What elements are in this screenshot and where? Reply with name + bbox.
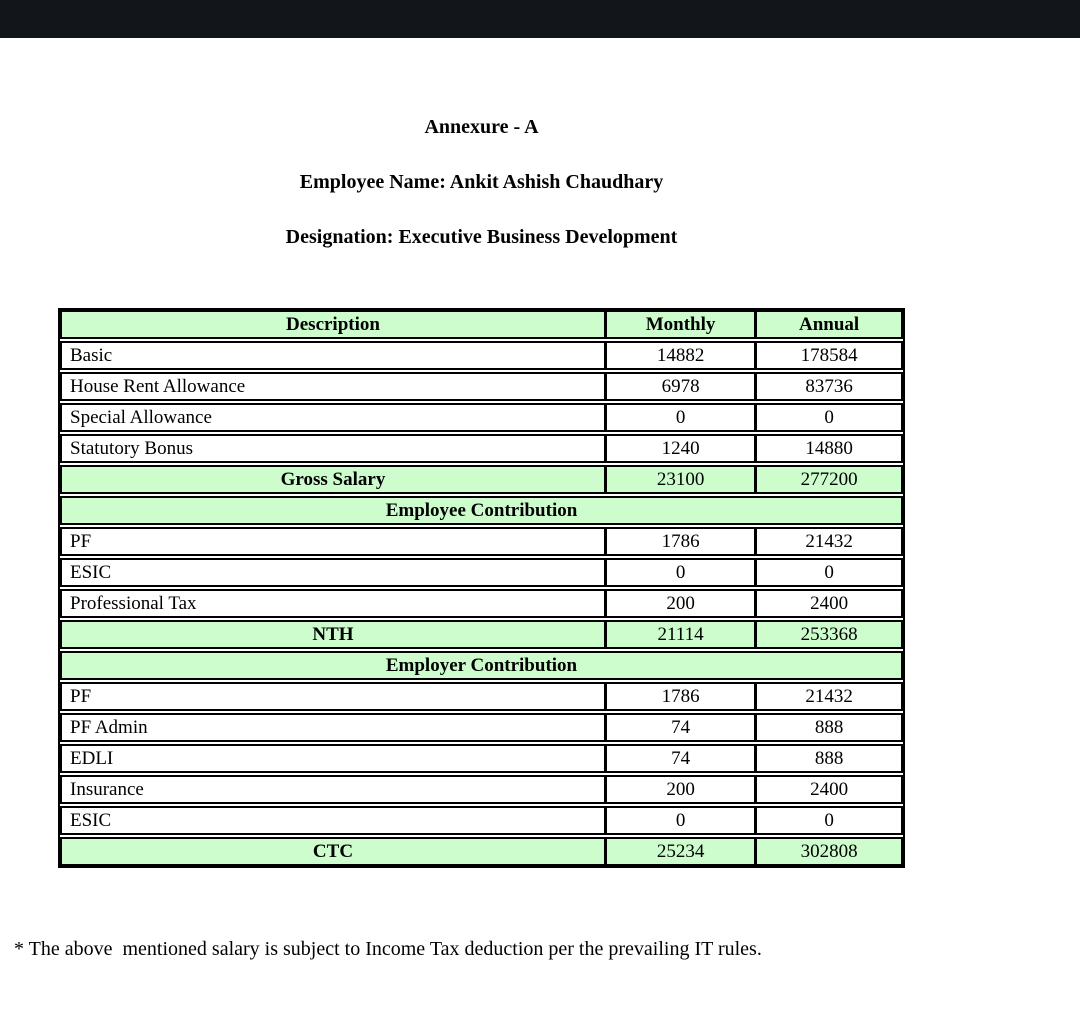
description-cell: Professional Tax [70, 593, 197, 614]
table-row [60, 403, 903, 432]
description-cell: Special Allowance [70, 407, 212, 428]
table-row [60, 713, 903, 742]
section-row [60, 651, 903, 680]
table-row [60, 434, 903, 463]
annual-cell: 888 [754, 715, 901, 740]
monthly-cell: 14882 [604, 343, 754, 368]
monthly-cell: 6978 [604, 374, 754, 399]
annual-cell: 253368 [754, 622, 901, 647]
annual-cell: 302808 [754, 839, 901, 864]
description-cell: NTH [62, 622, 604, 647]
summary-row [60, 837, 903, 866]
table-row [60, 527, 903, 556]
monthly-cell: 1786 [604, 529, 754, 554]
salary-table [58, 308, 905, 868]
description-cell: CTC [62, 839, 604, 864]
table-row [60, 372, 903, 401]
annexure-document [58, 117, 905, 868]
annual-cell: 277200 [754, 467, 901, 492]
monthly-cell: 0 [604, 405, 754, 430]
description-cell: Gross Salary [62, 467, 604, 492]
monthly-cell: 21114 [604, 622, 754, 647]
monthly-cell: 74 [604, 715, 754, 740]
description-cell: Statutory Bonus [70, 438, 193, 459]
designation-line: Designation: Executive Business Development [285, 226, 678, 248]
employee-name-line: Employee Name: Ankit Ashish Chaudhary [299, 171, 664, 193]
annual-cell: 2400 [754, 591, 901, 616]
top-bar [0, 0, 1080, 38]
table-row [60, 806, 903, 835]
table-row [60, 744, 903, 773]
description-cell: EDLI [70, 748, 114, 769]
summary-row [60, 620, 903, 649]
table-row [60, 682, 903, 711]
section-title-cell: Employee Contribution [62, 498, 901, 523]
monthly-cell: 0 [604, 808, 754, 833]
description-cell: PF Admin [70, 717, 148, 738]
description-cell: Basic [70, 345, 113, 366]
annual-cell: 21432 [754, 529, 901, 554]
description-cell: Insurance [70, 779, 144, 800]
annual-cell: 0 [754, 405, 901, 430]
annexure-title: Annexure - A [424, 116, 539, 138]
section-row [60, 496, 903, 525]
description-cell: PF [70, 686, 92, 707]
table-row [60, 775, 903, 804]
annual-cell: 2400 [754, 777, 901, 802]
table-header-row [60, 310, 903, 339]
description-cell: Description [62, 312, 604, 337]
description-cell: PF [70, 531, 92, 552]
monthly-cell: 1786 [604, 684, 754, 709]
table-row [60, 341, 903, 370]
annual-cell: 178584 [754, 343, 901, 368]
annual-cell: 14880 [754, 436, 901, 461]
annual-cell: 888 [754, 746, 901, 771]
it-rules-footnote: * The above mentioned salary is subject to Income Tax deduction per the prevailing IT rules. [14, 938, 762, 960]
monthly-cell: 200 [604, 591, 754, 616]
table-row [60, 589, 903, 618]
annual-cell: 83736 [754, 374, 901, 399]
annual-cell: 21432 [754, 684, 901, 709]
section-title-cell: Employer Contribution [62, 653, 901, 678]
monthly-cell: 1240 [604, 436, 754, 461]
description-cell: ESIC [70, 810, 112, 831]
table-row [60, 558, 903, 587]
description-cell: ESIC [70, 562, 112, 583]
monthly-cell: 74 [604, 746, 754, 771]
annual-cell: 0 [754, 560, 901, 585]
monthly-cell: 200 [604, 777, 754, 802]
monthly-cell: 25234 [604, 839, 754, 864]
annual-cell: 0 [754, 808, 901, 833]
monthly-cell: 0 [604, 560, 754, 585]
monthly-cell: 23100 [604, 467, 754, 492]
description-cell: House Rent Allowance [70, 376, 246, 397]
monthly-cell: Monthly [604, 312, 754, 337]
annual-cell: Annual [754, 312, 901, 337]
summary-row [60, 465, 903, 494]
